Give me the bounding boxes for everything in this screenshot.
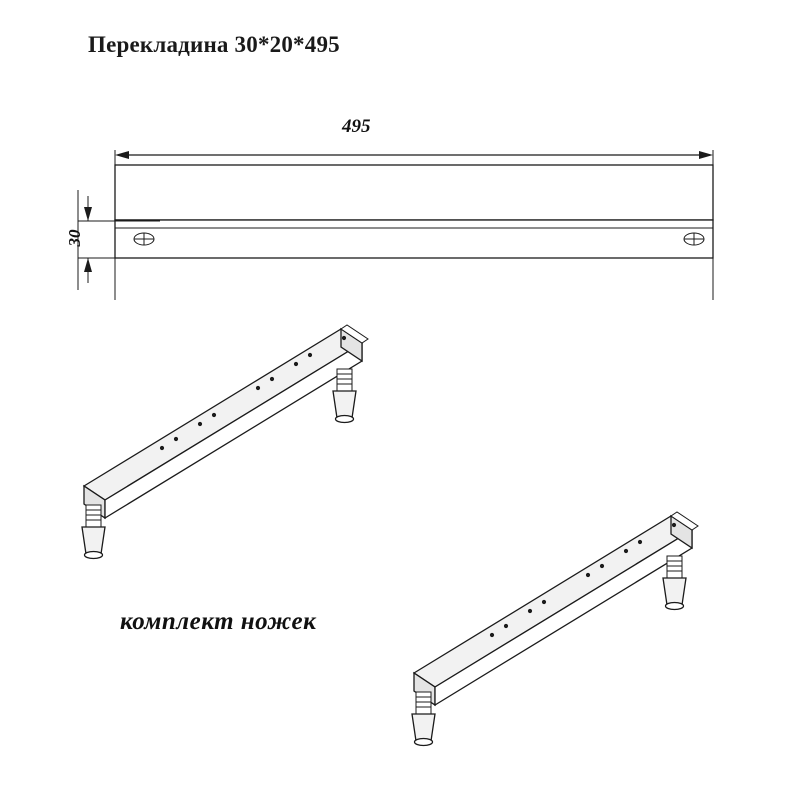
- arrow-right-icon: [699, 151, 713, 159]
- length-dimension-label: 495: [342, 116, 371, 137]
- crossbar-assembly-upper: [82, 325, 368, 559]
- assembly-caption: комплект ножек: [120, 608, 317, 635]
- arrow-left-icon: [115, 151, 129, 159]
- mounting-hole-icon: [684, 233, 704, 245]
- arrow-up-icon: [84, 196, 92, 221]
- page-title: Перекладина 30*20*495: [88, 32, 340, 57]
- crossbar-assembly-lower: [412, 512, 698, 746]
- arrow-down-icon: [84, 258, 92, 283]
- height-dimension-label: 30: [65, 229, 84, 247]
- mounting-hole-icon: [134, 233, 154, 245]
- crossbar-profile: [115, 165, 713, 258]
